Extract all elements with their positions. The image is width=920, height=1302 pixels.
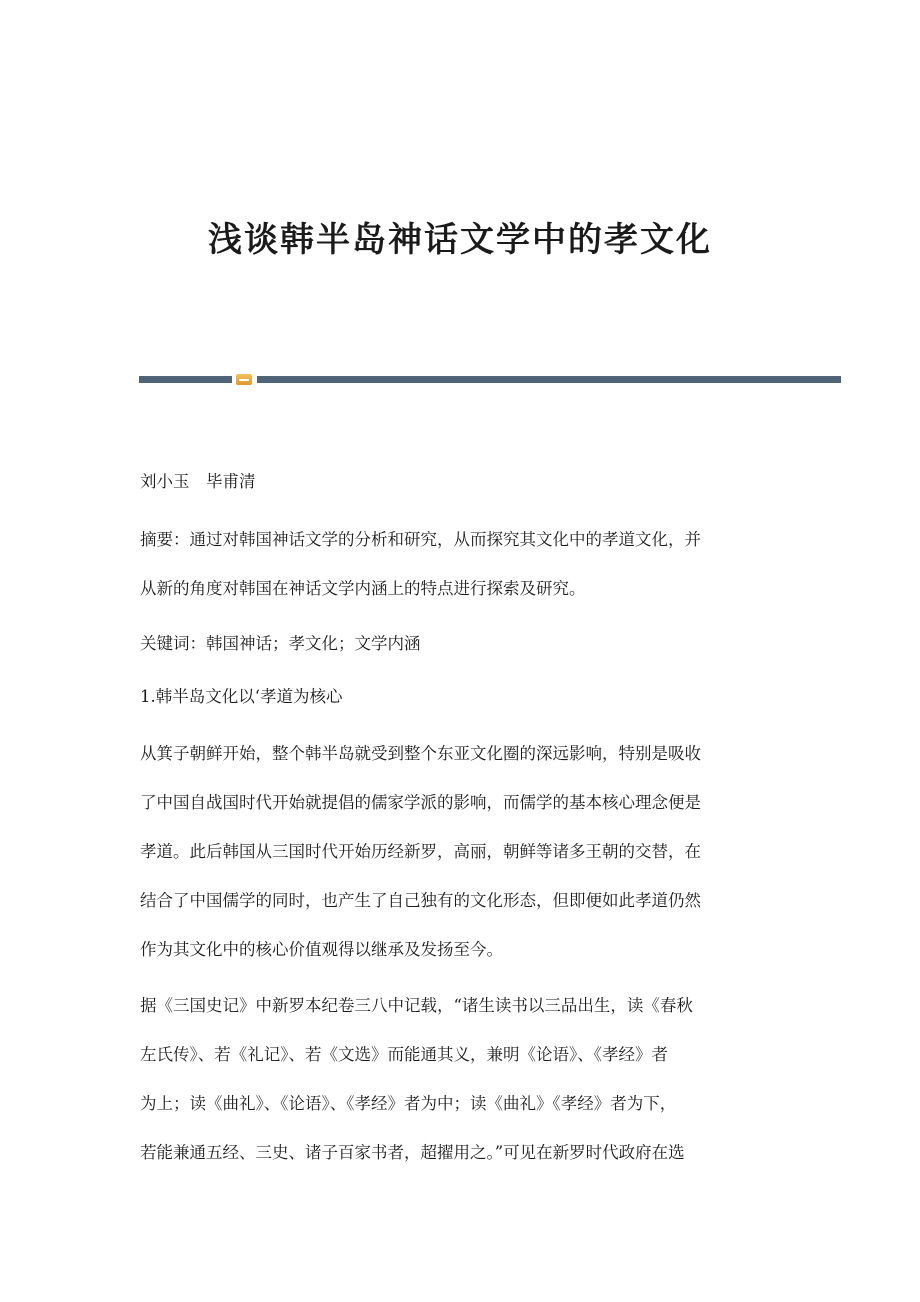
- divider-bar-left: [139, 376, 232, 383]
- abstract-line: 从新的角度对韩国在神话文学内涵上的特点进行探索及研究。: [140, 579, 586, 598]
- paragraph-2: [140, 981, 790, 1177]
- section-heading: 1.韩半岛文化以‘孝道为核心: [140, 687, 343, 706]
- paragraph-line: 若能兼通五经、三史、诸子百家书者，超擢用之。”可见在新罗时代政府在选: [140, 1143, 685, 1162]
- paragraph-line: 结合了中国儒学的同时，也产生了自己独有的文化形态，但即便如此孝道仍然: [140, 891, 701, 910]
- paragraph-line: 从箕子朝鲜开始，整个韩半岛就受到整个东亚文化圈的深远影响，特别是吸收: [140, 744, 701, 763]
- paragraph-line: 为上；读《曲礼》、《论语》、《孝经》者为中；读《曲礼》《孝经》者为下，: [140, 1094, 677, 1113]
- paragraph-1: [140, 729, 790, 974]
- ornament-icon: [236, 374, 252, 385]
- paragraph-line: 作为其文化中的核心价值观得以继承及发扬至今。: [140, 940, 503, 959]
- abstract: [140, 515, 790, 613]
- paragraph-line: 了中国自战国时代开始就提倡的儒家学派的影响，而儒学的基本核心理念便是: [140, 793, 701, 812]
- keywords: 关键词：韩国神话；孝文化；文学内涵: [140, 634, 421, 653]
- abstract-line: 摘要：通过对韩国神话文学的分析和研究，从而探究其文化中的孝道文化，并: [140, 530, 701, 549]
- divider-bar-right: [257, 376, 841, 383]
- paragraph-line: 据《三国史记》中新罗本纪卷三八中记载，“诸生读书以三品出生，读《春秋: [140, 996, 693, 1015]
- page-title: 浅谈韩半岛神话文学中的孝文化: [208, 220, 712, 260]
- authors: 刘小玉 毕甫清: [140, 472, 256, 491]
- title-divider: [139, 374, 841, 384]
- paragraph-line: 左氏传》、若《礼记》、若《文选》而能通其义，兼明《论语》、《孝经》者: [140, 1045, 668, 1064]
- paragraph-line: 孝道。此后韩国从三国时代开始历经新罗，高丽，朝鲜等诸多王朝的交替，在: [140, 842, 701, 861]
